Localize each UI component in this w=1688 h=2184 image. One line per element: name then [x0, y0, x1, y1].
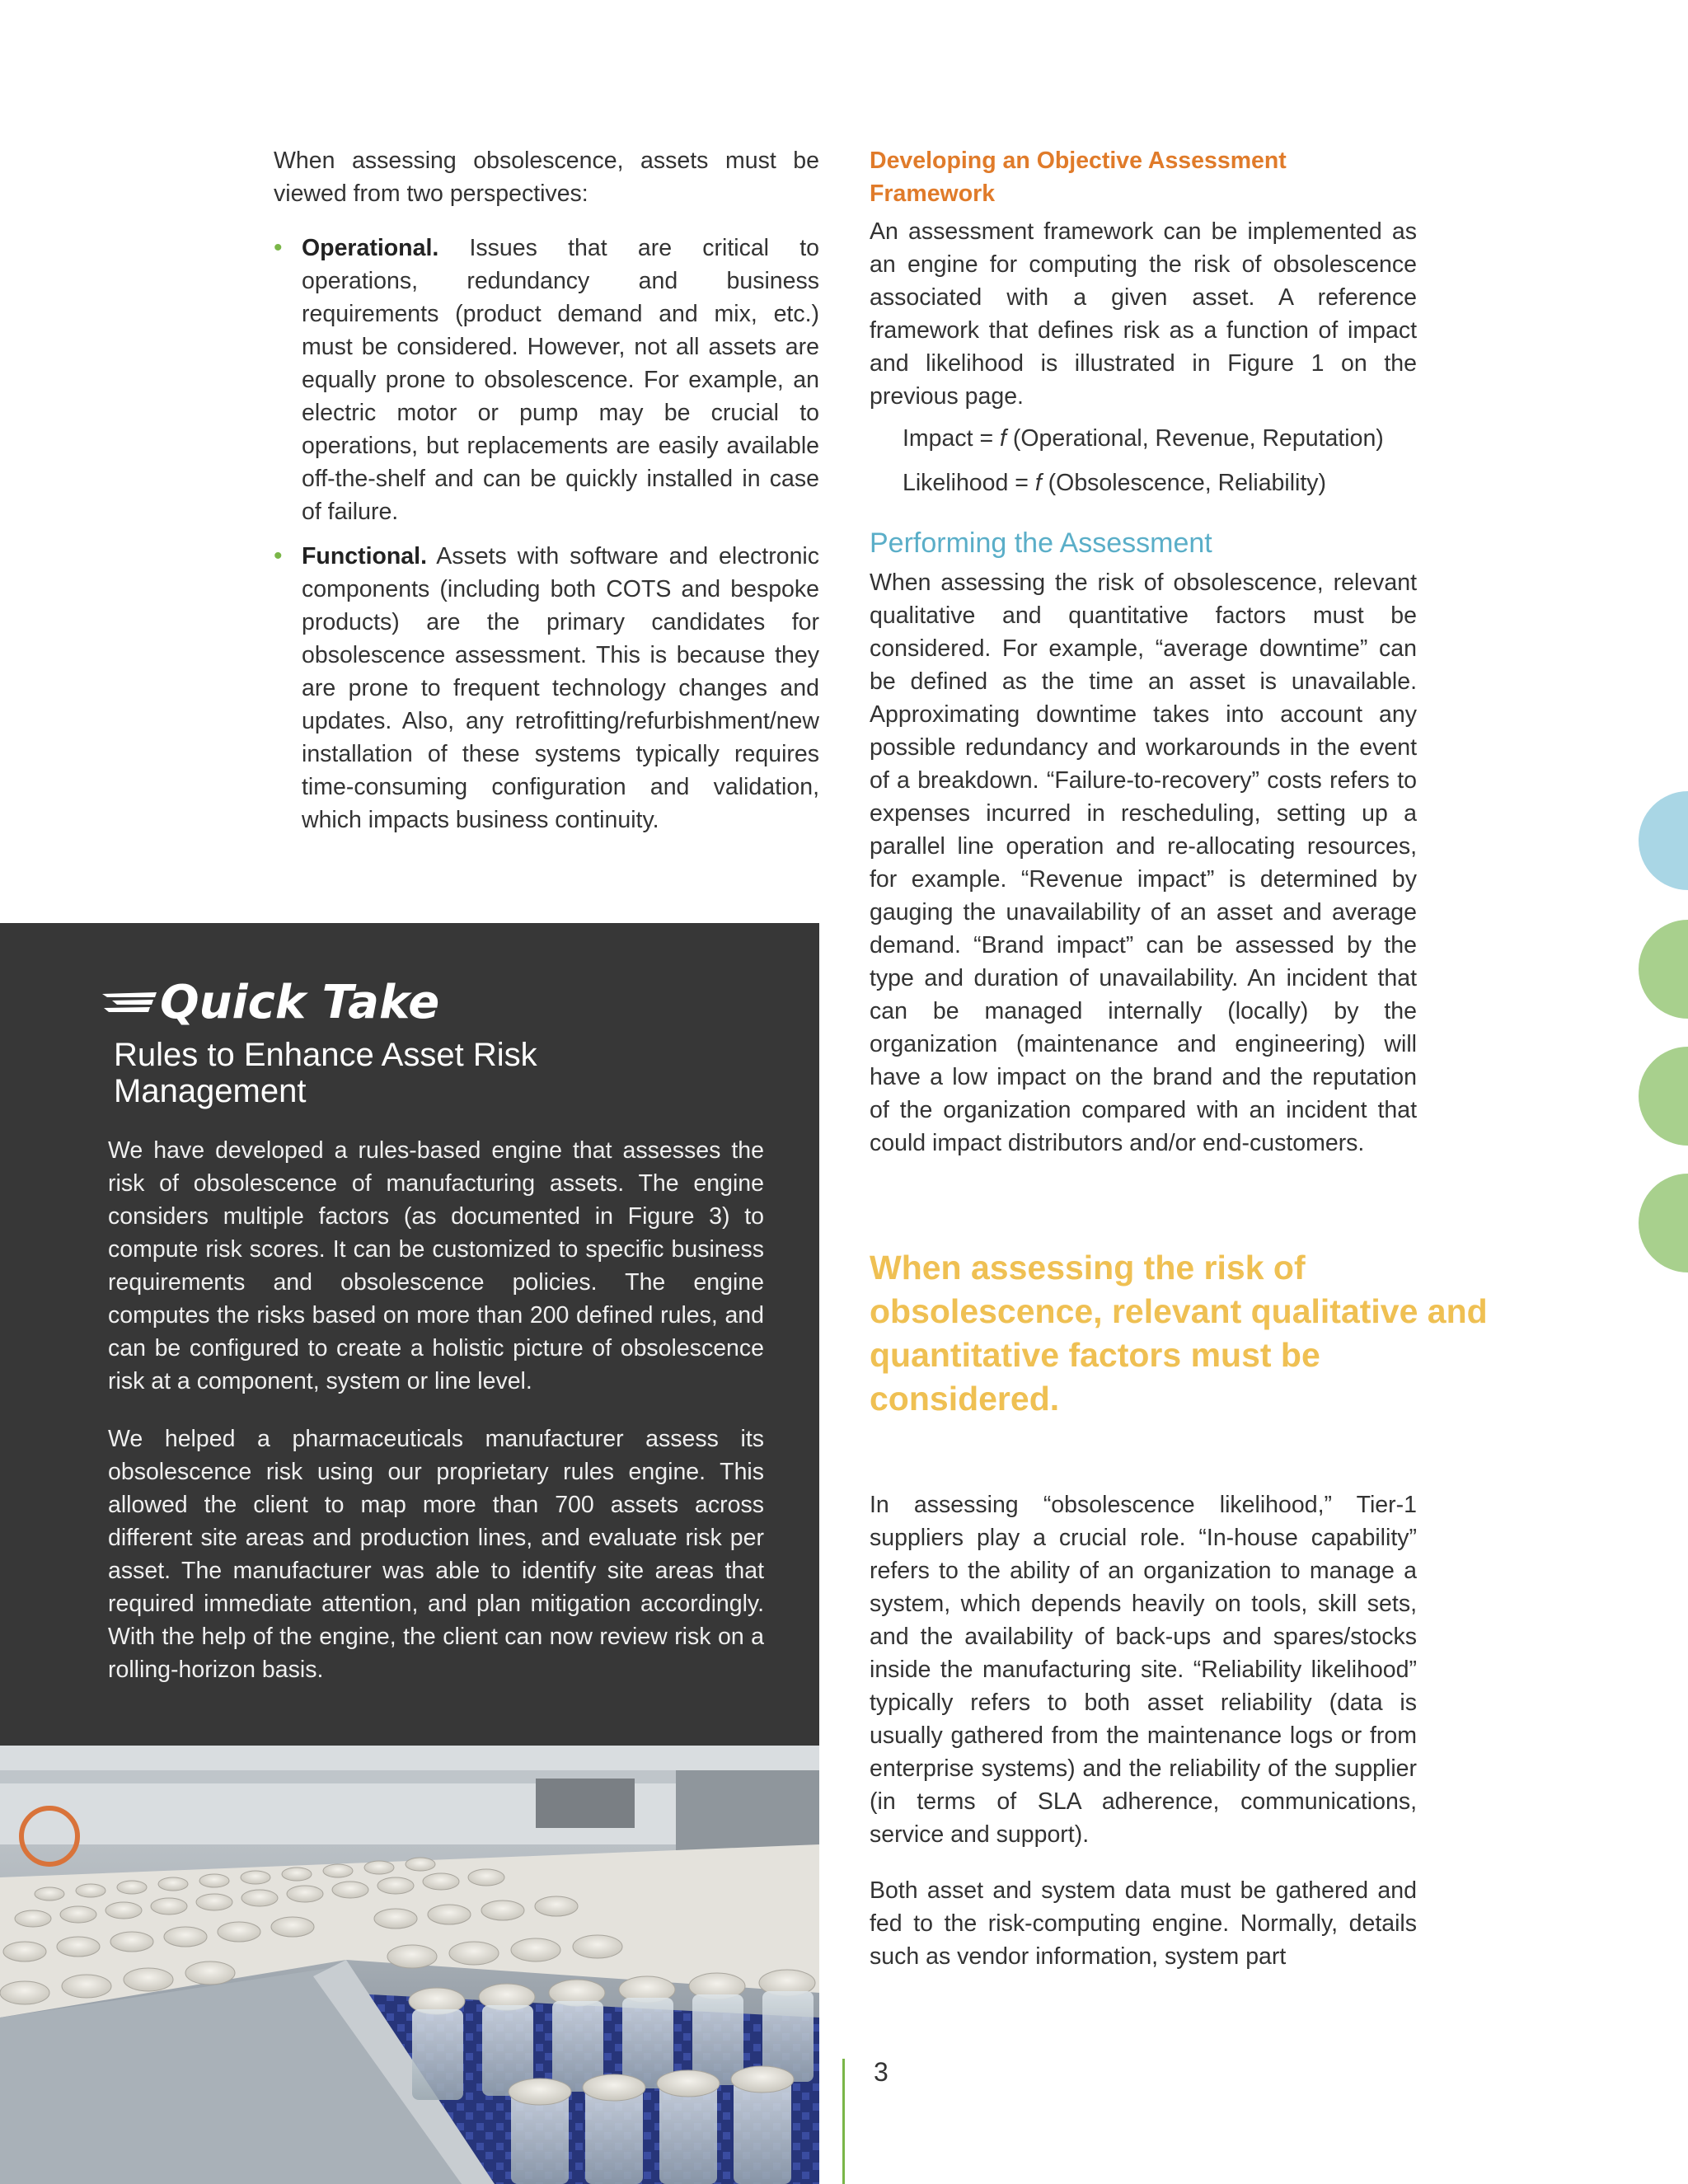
- pull-quote: When assessing the risk of obsolescence, relevant qualitative and quantitative factors must be considered.: [870, 1249, 1488, 1418]
- quick-take-box: [0, 923, 819, 1747]
- impact-formula: [903, 421, 1417, 456]
- performing-text: When assessing the risk of obsolescence, relevant qualitative and quantitative factors must be considered. For example, “average downtime” can be defined as the time an asset is unavailable. Approximating downtime takes into account any possible redundancy and workarounds in the event of a breakdown. “Failure-to-recovery” costs refers to expenses incurred in rescheduling, setting up a parallel line operation and re-allocating resources, for example. “Revenue impact” is determined by gauging the unavailability of an asset and average demand. “Brand impact” can be assessed by the type and duration of unavailability. An incident that can be managed internally (locally) by the organization (maintenance and engineering) will have a low impact on the brand and the reputation of the organization compared with an incident that could impact distributors and/or end-customers.: [870, 569, 1417, 1156]
- formula-function: f: [1034, 470, 1042, 496]
- list-item-functional: [274, 540, 819, 837]
- formula-args: (Operational, Revenue, Reputation): [1006, 425, 1384, 452]
- bullet-icon: •: [274, 542, 283, 569]
- list-item-operational: [274, 232, 819, 528]
- bullet-term: Functional.: [302, 543, 427, 569]
- page-number: 3: [874, 2057, 889, 2087]
- decorative-dot-green: [1639, 1174, 1688, 1272]
- formula-label: Impact =: [903, 425, 1001, 452]
- bullet-text: Assets with software and electronic components (including both COTS and bespoke products) are the primary candidates for obsolescence assessment. This is because they are prone to frequent technology changes and updates. Also, any retrofitting/refurbishment/new installation of these systems typically requires time-consuming configuration and validation, which impacts business continuity.: [302, 543, 819, 833]
- framework-heading: Developing an Objective Assessment Framework: [870, 148, 1287, 207]
- quick-take-logo-text: Quick Take: [160, 975, 440, 1029]
- framework-text: An assessment framework can be implemented as an engine for computing the risk of obsolescence associated with a given asset. A reference framework that defines risk as a function of impact and likelihood is illustrated in Figure 1 on the previous page.: [870, 218, 1417, 410]
- likelihood-text: In assessing “obsolescence likelihood,” Tier-1 suppliers play a crucial role. “In-house capability” refers to the ability of an organization to manage a system, which depends heavily on tools, skill sets, and the availability of back-ups and spares/stocks inside the manufacturing site. “Reliability likelihood” typically refers to both asset reliability (data is usually gathered from the maintenance logs or from enterprise systems) and the reliability of the supplier (in terms of SLA adherence, communications, service and support).: [870, 1492, 1417, 1848]
- right-column: [870, 144, 1417, 1160]
- bullet-icon: •: [274, 234, 283, 261]
- decorative-dot-blue: [1639, 791, 1688, 890]
- quick-take-paragraph: We helped a pharmaceuticals manufacturer assess its obsolescence risk using our proprietary rules engine. This allowed the client to map more than 700 assets across different site areas and production lines, and evaluate risk per asset. The manufacturer was able to identify site areas that required immediate attention, and plan mitigation accordingly. With the help of the engine, the client can now review risk on a rolling-horizon basis.: [108, 1426, 764, 1683]
- decorative-dot-green: [1639, 1047, 1688, 1146]
- quick-take-logo: [101, 969, 439, 1035]
- formula-label: Likelihood =: [903, 470, 1035, 496]
- bullet-text: Issues that are critical to operations, redundancy and business requirements (product demand and mix, etc.) must be considered. However, not all assets are equally prone to obsolescence. For example, an electric motor or pump may be crucial to operations, but replacements are easily available off-the-shelf and can be quickly installed in case of failure.: [302, 235, 819, 525]
- formula-function: f: [1000, 425, 1006, 452]
- perspective-list: [274, 232, 819, 837]
- quick-take-title: Rules to Enhance Asset Risk Management: [114, 1037, 537, 1109]
- bullet-term: Operational.: [302, 235, 439, 261]
- right-column-lower: [870, 1488, 1417, 1973]
- likelihood-formula: [903, 466, 1417, 500]
- intro-section: [274, 144, 819, 848]
- formula-args: (Obsolescence, Reliability): [1041, 470, 1327, 496]
- footer-rule: [842, 2059, 845, 2184]
- vials-illustration: [0, 1746, 819, 2184]
- decorative-dot-green: [1639, 920, 1688, 1019]
- intro-lead: When assessing obsolescence, assets must be viewed from two perspectives:: [274, 148, 819, 207]
- data-gathering-text: Both asset and system data must be gathered and fed to the risk-computing engine. Normally, details such as vendor information, system part: [870, 1877, 1417, 1970]
- quick-take-body: [108, 1134, 764, 1686]
- performing-heading: Performing the Assessment: [870, 527, 1212, 559]
- speed-lines-icon: [101, 986, 158, 1019]
- vials-on-conveyor-photo: [0, 1746, 819, 2184]
- quick-take-paragraph: We have developed a rules-based engine that assesses the risk of obsolescence of manufacturing assets. The engine considers multiple factors (as documented in Figure 3) to compute risk scores. It can be customized to specific business requirements and obsolescence policies. The engine computes the risks based on more than 200 defined rules, and can be configured to create a holistic picture of obsolescence risk at a component, system or line level.: [108, 1137, 764, 1394]
